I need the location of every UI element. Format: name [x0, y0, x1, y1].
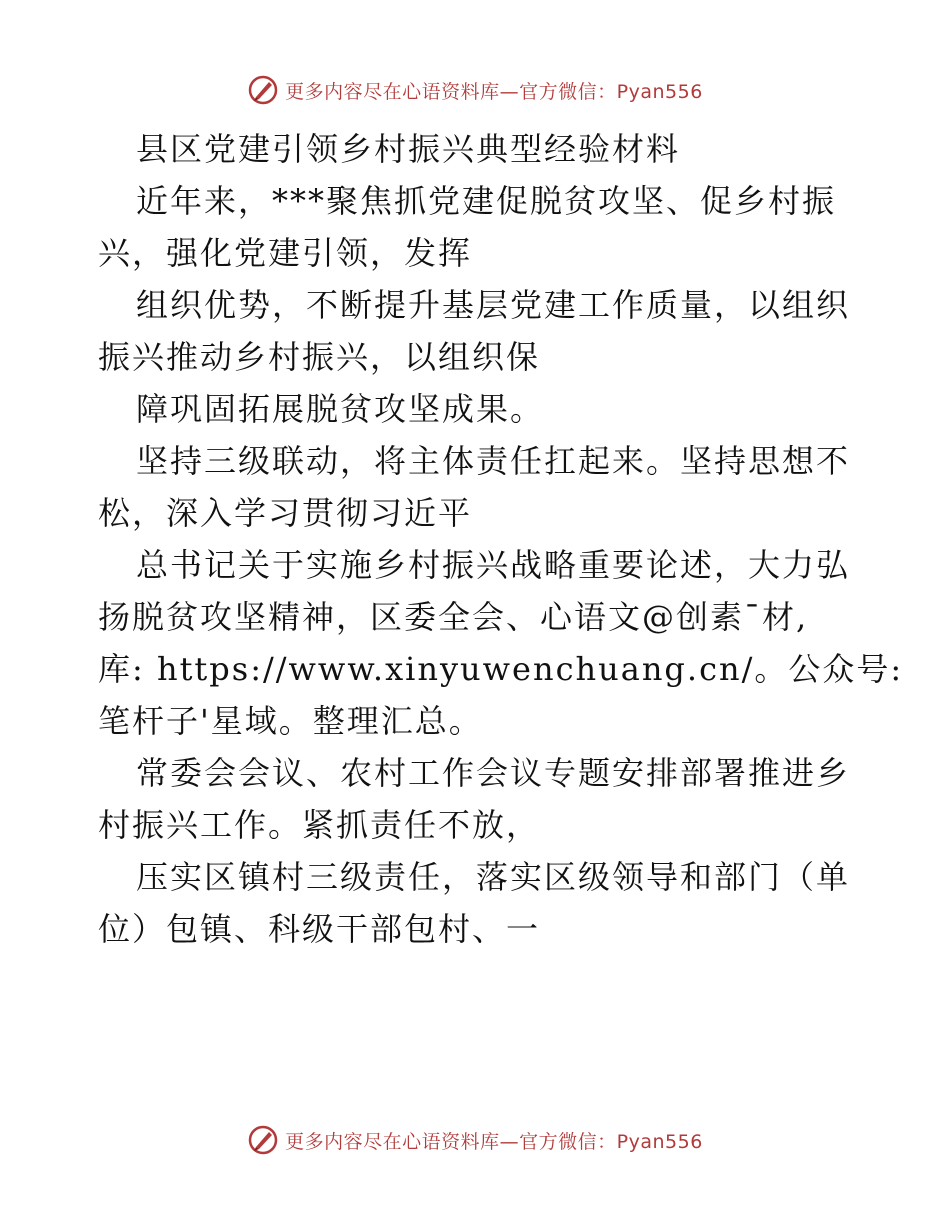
text-line: 位）包镇、科级干部包村、一: [98, 910, 541, 948]
text-line: 振兴推动乡村振兴，以组织保: [98, 338, 541, 376]
footer-watermark: [0, 1120, 950, 1160]
text-line: 库: https://www.xinyuwenchuang.cn/。公众号:: [98, 650, 904, 688]
text-line: 组织优势，不断提升基层党建工作质量，以组织: [136, 286, 851, 324]
text-line: 笔杆子'星域。整理汇总。: [98, 702, 483, 740]
text-line: 常委会会议、农村工作会议专题安排部署推进乡: [136, 754, 851, 792]
pen-logo-icon: [247, 74, 279, 106]
watermark-text: 更多内容尽在心语资料库—官方微信：Pyan556: [285, 80, 703, 103]
document-body: [98, 123, 904, 955]
text-line: 坚持三级联动，将主体责任扛起来。坚持思想不: [136, 442, 851, 480]
pen-logo-icon: [247, 1124, 279, 1156]
text-line: 总书记关于实施乡村振兴战略重要论述，大力弘: [136, 546, 851, 584]
text-line: 兴，强化党建引领，发挥: [98, 234, 473, 272]
text-line: 松，深入学习贯彻习近平: [98, 494, 473, 532]
text-line: 县区党建引领乡村振兴典型经验材料: [136, 130, 681, 168]
text-line: 障巩固拓展脱贫攻坚成果。: [136, 390, 545, 428]
text-line: 村振兴工作。紧抓责任不放，: [98, 806, 541, 844]
watermark-text: 更多内容尽在心语资料库—官方微信：Pyan556: [285, 1130, 703, 1153]
header-watermark: [0, 70, 950, 110]
text-line: 压实区镇村三级责任，落实区级领导和部门（单: [136, 858, 851, 896]
text-line: 近年来，***聚焦抓党建促脱贫攻坚、促乡村振: [136, 182, 837, 220]
text-line: 扬脱贫攻坚精神，区委全会、心语文@创素¯材,: [98, 598, 809, 636]
